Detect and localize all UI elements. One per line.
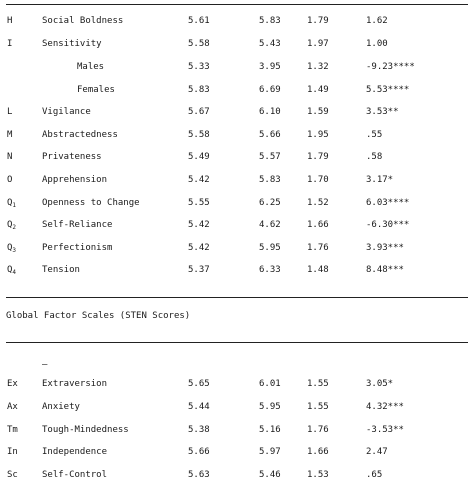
scale-name: Self-Control [42, 470, 108, 480]
value-group-1: 5.42 [188, 243, 210, 253]
scale-code-letter: Q [7, 265, 13, 275]
value-group-2: 5.83 [259, 16, 281, 26]
scale-code [7, 469, 18, 481]
scale-code [7, 197, 16, 212]
table-row [0, 446, 472, 458]
table-row [0, 424, 472, 436]
value-group-1: 5.42 [188, 175, 210, 185]
value-t: -9.23**** [366, 62, 415, 72]
value-t: 5.53**** [366, 85, 410, 95]
value-t: 4.32*** [366, 402, 404, 412]
value-group-1: 5.65 [188, 379, 210, 389]
scale-code [7, 219, 16, 234]
value-group-1: 5.38 [188, 425, 210, 435]
scale-code-letter: In [7, 447, 18, 457]
scale-code-subscript: 3 [12, 247, 17, 254]
section-rule-upper [6, 297, 468, 298]
value-sd: 1.52 [307, 198, 329, 208]
scale-code-subscript: 2 [12, 224, 17, 231]
placeholder-dash: – [42, 360, 48, 370]
scale-code-letter: I [7, 39, 13, 49]
value-group-1: 5.44 [188, 402, 210, 412]
value-sd: 1.55 [307, 379, 329, 389]
value-group-2: 6.33 [259, 265, 281, 275]
scale-code-letter: Q [7, 220, 13, 230]
value-sd: 1.70 [307, 175, 329, 185]
scale-code-subscript: 1 [12, 202, 17, 209]
value-t: -3.53** [366, 425, 404, 435]
value-group-1: 5.33 [188, 62, 210, 72]
value-t: 3.17* [366, 175, 394, 185]
value-sd: 1.59 [307, 107, 329, 117]
scale-code [7, 15, 12, 27]
scale-name: Self-Reliance [42, 220, 113, 230]
scale-code-letter: L [7, 107, 13, 117]
scale-code-letter: Tm [7, 425, 18, 435]
value-t: .65 [366, 470, 383, 480]
value-group-2: 6.69 [259, 85, 281, 95]
scale-name: Sensitivity [42, 39, 102, 49]
value-group-2: 5.95 [259, 402, 281, 412]
value-group-1: 5.58 [188, 130, 210, 140]
value-group-1: 5.63 [188, 470, 210, 480]
table-row [0, 151, 472, 163]
value-group-2: 5.57 [259, 152, 281, 162]
scale-code-letter: O [7, 175, 13, 185]
table-row [0, 174, 472, 186]
value-group-2: 6.01 [259, 379, 281, 389]
value-sd: 1.79 [307, 152, 329, 162]
scale-code [7, 242, 16, 257]
value-group-2: 5.97 [259, 447, 281, 457]
table-row [0, 106, 472, 118]
value-sd: 1.32 [307, 62, 329, 72]
value-t: 1.00 [366, 39, 388, 49]
value-sd: 1.79 [307, 16, 329, 26]
scale-name: Extraversion [42, 379, 108, 389]
scale-code-subscript: 4 [12, 269, 17, 276]
table-row [0, 129, 472, 141]
value-group-2: 5.95 [259, 243, 281, 253]
scale-code [7, 446, 18, 458]
scale-name: Apprehension [42, 175, 108, 185]
scale-code-letter: H [7, 16, 13, 26]
value-sd: 1.66 [307, 447, 329, 457]
scale-code [7, 129, 12, 141]
table-row [0, 197, 472, 209]
value-group-1: 5.42 [188, 220, 210, 230]
value-group-2: 6.10 [259, 107, 281, 117]
table-row [0, 378, 472, 390]
value-group-1: 5.61 [188, 16, 210, 26]
value-group-1: 5.83 [188, 85, 210, 95]
scale-name: Abstractedness [42, 130, 118, 140]
value-t: -6.30*** [366, 220, 410, 230]
table-row [0, 38, 472, 50]
value-group-1: 5.58 [188, 39, 210, 49]
value-group-1: 5.37 [188, 265, 210, 275]
scale-code [7, 174, 12, 186]
value-group-2: 3.95 [259, 62, 281, 72]
value-group-2: 4.62 [259, 220, 281, 230]
value-t: .55 [366, 130, 383, 140]
table-row [0, 61, 472, 73]
table-row [0, 469, 472, 481]
value-group-1: 5.66 [188, 447, 210, 457]
value-sd: 1.48 [307, 265, 329, 275]
value-t: 3.05* [366, 379, 394, 389]
scale-code-letter: Sc [7, 470, 18, 480]
value-group-1: 5.49 [188, 152, 210, 162]
scale-code [7, 151, 12, 163]
value-t: 3.53** [366, 107, 399, 117]
value-group-1: 5.55 [188, 198, 210, 208]
value-sd: 1.76 [307, 425, 329, 435]
value-group-2: 6.25 [259, 198, 281, 208]
scale-name: Openness to Change [42, 198, 140, 208]
scale-code-letter: Ex [7, 379, 18, 389]
value-t: .58 [366, 152, 383, 162]
scale-name: Privateness [42, 152, 102, 162]
scale-code [7, 38, 12, 50]
scale-name: Anxiety [42, 402, 80, 412]
value-group-2: 5.46 [259, 470, 281, 480]
scale-name: Social Boldness [42, 16, 124, 26]
scale-code [7, 401, 18, 413]
table-top-rule [6, 4, 468, 5]
table-row [0, 264, 472, 276]
value-t: 8.48*** [366, 265, 404, 275]
table-row [0, 219, 472, 231]
scale-name: Independence [42, 447, 108, 457]
value-group-2: 5.43 [259, 39, 281, 49]
scale-code-letter: Ax [7, 402, 18, 412]
section-rule-lower [6, 342, 468, 343]
scale-code [7, 106, 12, 118]
scale-name: Tension [42, 265, 80, 275]
table-row [0, 15, 472, 27]
scale-code-letter: M [7, 130, 13, 140]
scale-name: Males [77, 62, 105, 72]
value-sd: 1.66 [307, 220, 329, 230]
scale-code-letter: Q [7, 243, 13, 253]
table-row [0, 242, 472, 254]
value-sd: 1.95 [307, 130, 329, 140]
value-sd: 1.76 [307, 243, 329, 253]
table-row [0, 401, 472, 413]
section-title: Global Factor Scales (STEN Scores) [6, 311, 191, 321]
scale-code [7, 378, 18, 390]
scale-code [7, 264, 16, 279]
scale-code-letter: Q [7, 198, 13, 208]
value-group-2: 5.66 [259, 130, 281, 140]
scale-name: Perfectionism [42, 243, 113, 253]
table-row [0, 84, 472, 96]
scale-name: Vigilance [42, 107, 91, 117]
value-t: 2.47 [366, 447, 388, 457]
scale-code-letter: N [7, 152, 13, 162]
value-sd: 1.97 [307, 39, 329, 49]
scale-name: Tough-Mindedness [42, 425, 129, 435]
value-sd: 1.53 [307, 470, 329, 480]
value-group-2: 5.16 [259, 425, 281, 435]
value-t: 1.62 [366, 16, 388, 26]
value-group-2: 5.83 [259, 175, 281, 185]
scale-code [7, 424, 18, 436]
value-t: 6.03**** [366, 198, 410, 208]
scale-name: Females [77, 85, 115, 95]
value-sd: 1.49 [307, 85, 329, 95]
value-t: 3.93*** [366, 243, 404, 253]
value-sd: 1.55 [307, 402, 329, 412]
value-group-1: 5.67 [188, 107, 210, 117]
